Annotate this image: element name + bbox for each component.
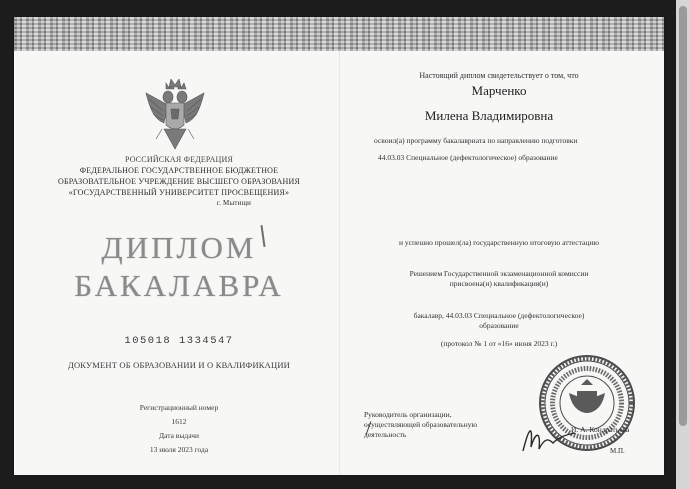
head-name: И. А. Кондратьева — [571, 425, 630, 434]
institution-line: ОБРАЗОВАТЕЛЬНОЕ УЧРЕЖДЕНИЕ ВЫСШЕГО ОБРАЗОВАНИЯ — [57, 177, 301, 186]
security-pattern-band — [14, 17, 664, 51]
center-fold — [339, 51, 340, 475]
country-label: РОССИЙСКАЯ ФЕДЕРАЦИЯ — [124, 155, 234, 164]
decision-line: Решением Государственной экзаменационной комиссии — [409, 269, 589, 278]
surname: Марченко — [471, 83, 527, 98]
qualification-line: бакалавр, 44.03.03 Специальное (дефектологическое) — [413, 311, 585, 320]
vertical-scrollbar[interactable] — [676, 0, 690, 489]
reg-label: Регистрационный номер — [139, 403, 219, 412]
program-line: освоил(а) программу бакалавриата по направлению подготовки — [374, 136, 578, 145]
qualification-line: образование — [479, 321, 519, 330]
decision-block — [354, 269, 644, 289]
head-block — [364, 410, 524, 440]
institution-line: ФЕДЕРАЛЬНОЕ ГОСУДАРСТВЕННОЕ БЮДЖЕТНОЕ — [79, 166, 279, 175]
mp-label: М.П. — [610, 447, 625, 455]
institution-block — [34, 154, 324, 209]
qualification-block — [354, 311, 644, 331]
coat-of-arms-icon — [144, 79, 206, 158]
date-label: Дата выдачи — [158, 431, 200, 440]
head-line: Руководитель организации, — [364, 410, 452, 419]
document-type-label: ДОКУМЕНТ ОБ ОБРАЗОВАНИИ И О КВАЛИФИКАЦИИ — [67, 360, 291, 370]
scrollbar-thumb[interactable] — [679, 6, 687, 426]
protocol-line: (протокол № 1 от «16» июня 2023 г.) — [440, 339, 558, 348]
head-line: осуществляющей образовательную — [364, 420, 478, 429]
reg-number: 1612 — [171, 417, 187, 426]
program-code: 44.03.03 Специальное (дефектологическое) образование — [378, 153, 558, 162]
decision-line: присвоена(и) квалификация(и) — [449, 279, 549, 288]
diploma-title-line1: ДИПЛОМ — [101, 230, 257, 265]
registration-block — [34, 402, 324, 455]
head-line: деятельность — [364, 430, 407, 439]
diploma-title-line2: БАКАЛАВРА — [74, 268, 284, 303]
city-label: г. Мытищи — [216, 199, 252, 207]
diploma-sheet — [14, 17, 664, 475]
given-names: Милена Владимировна — [424, 108, 554, 123]
attestation-line: и успешно прошел(ла) государственную итоговую аттестацию — [399, 238, 599, 247]
signature-icon — [519, 417, 579, 462]
institution-line: «ГОСУДАРСТВЕННЫЙ УНИВЕРСИТЕТ ПРОСВЕЩЕНИЯ» — [68, 188, 290, 197]
intro-line: Настоящий диплом свидетельствует о том, что — [419, 71, 579, 80]
serial-number: 105018 1334547 — [124, 335, 234, 347]
date-value: 13 июля 2023 года — [149, 445, 209, 454]
